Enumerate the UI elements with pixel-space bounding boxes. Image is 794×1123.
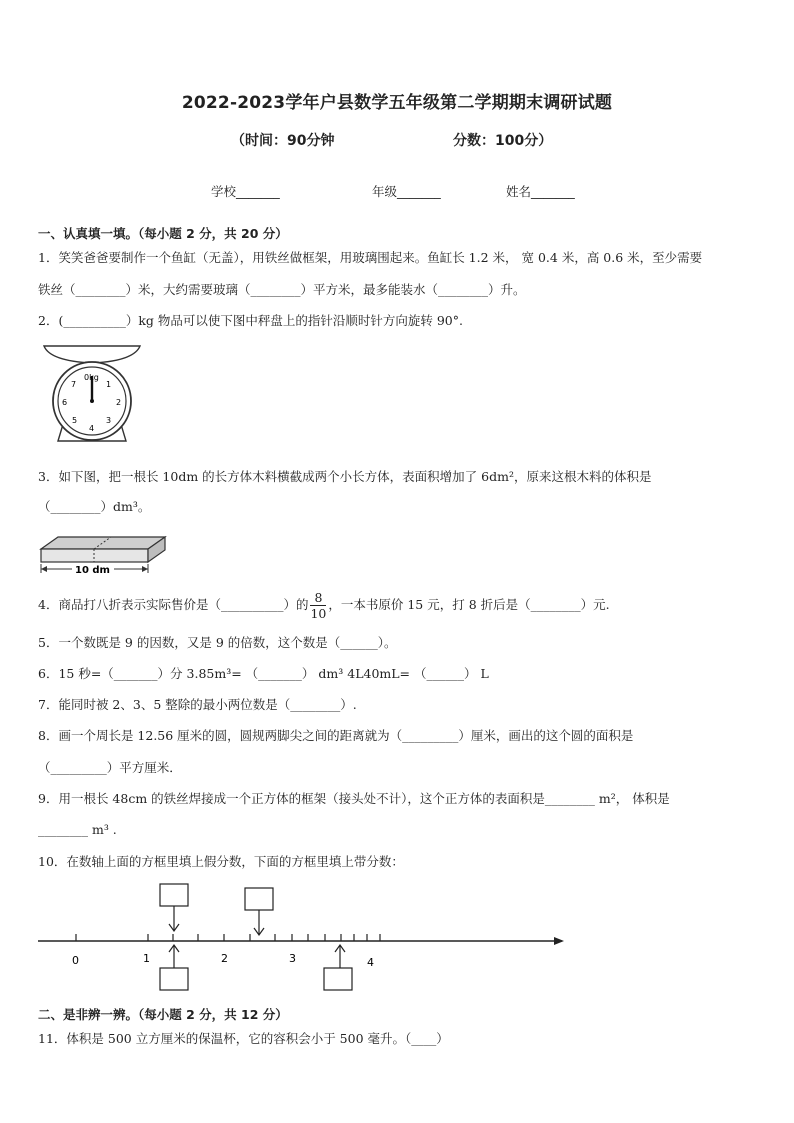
question-6: 6．15 秒=（_______）分 3.85m³= （_______） dm³ 4L40mL= （______） L <box>38 666 489 681</box>
upper-answer-box-2[interactable] <box>245 888 273 910</box>
tick-label-0: 0 <box>72 954 79 967</box>
lower-answer-box-2[interactable] <box>324 968 352 990</box>
section-heading-2: 二、是非辨一辨。（每小题 2 分，共 12 分） <box>38 1007 288 1022</box>
question-2: 2．(__________）kg 物品可以使下图中秤盘上的指针沿顺时针方向旋转 90°. <box>38 313 463 328</box>
question-5: 5．一个数既是 9 的因数，又是 9 的倍数，这个数是（______）。 <box>38 635 397 650</box>
name-field[interactable]: 姓名_______ <box>506 184 575 199</box>
fraction-denominator: 10 <box>310 605 327 621</box>
time-label: （时间：90分钟 <box>231 133 335 149</box>
question-1-line-1: 1．笑笑爸爸要制作一个鱼缸（无盖），用铁丝做框架，用玻璃围起来。鱼缸长 1.2 米， 宽 0.4 米，高 0.6 米，至少需要 <box>38 250 703 265</box>
dial-number-6: 6 <box>62 398 68 407</box>
lower-answer-box-1[interactable] <box>160 968 188 990</box>
question-8-line-1: 8．画一个周长是 12.56 厘米的圆，圆规两脚尖之间的距离就为（_________）厘米，画出的这个圆的面积是 <box>38 728 634 743</box>
upper-answer-box-1[interactable] <box>160 884 188 906</box>
school-field[interactable]: 学校_______ <box>211 184 280 199</box>
wood-length-label: 10 dm <box>75 565 110 576</box>
question-9-line-1: 9．用一根长 48cm 的铁丝焊接成一个正方体的框架（接头处不计），这个正方体的表面积是________ m²， 体积是 <box>38 791 670 806</box>
page-title: 2022-2023学年户县数学五年级第二学期期末调研试题 <box>181 93 613 113</box>
tick-label-2: 2 <box>221 952 228 965</box>
question-8-line-2: （_________）平方厘米． <box>38 760 182 775</box>
question-1-line-2: 铁丝（________）米，大约需要玻璃（________）平方米，最多能装水（________）升。 <box>38 282 526 297</box>
question-4-before: 4．商品打八折表示实际售价是（__________）的 <box>38 597 309 612</box>
question-11: 11．体积是 500 立方厘米的保温杯，它的容积会小于 500 毫升。（____） <box>38 1031 449 1046</box>
tick-label-4: 4 <box>367 956 374 969</box>
dial-number-7: 7 <box>71 380 77 389</box>
number-line-figure <box>36 880 572 998</box>
question-9-line-2: ________ m³ . <box>38 822 117 837</box>
question-3-line-2: （________）dm³。 <box>38 499 151 514</box>
question-10: 10．在数轴上面的方框里填上假分数，下面的方框里填上带分数： <box>38 854 404 869</box>
question-7: 7．能同时被 2、3、5 整除的最小两位数是（________）. <box>38 697 357 712</box>
question-4-after: ，一本书原价 15 元，打 8 折后是（________）元. <box>328 597 610 612</box>
fraction-numerator: 8 <box>310 590 326 606</box>
wood-block-figure <box>38 531 170 579</box>
scale-top-label: 0kg <box>84 373 99 382</box>
tick-label-1: 1 <box>143 952 150 965</box>
grade-field[interactable]: 年级_______ <box>372 184 441 199</box>
section-heading-1: 一、认真填一填。（每小题 2 分，共 20 分） <box>38 226 288 241</box>
dial-number-4: 4 <box>89 424 95 433</box>
dial-number-2: 2 <box>116 398 122 407</box>
dial-number-1: 1 <box>106 380 112 389</box>
tick-label-3: 3 <box>289 952 296 965</box>
fraction-8-10 <box>310 590 326 621</box>
dial-number-5: 5 <box>72 416 78 425</box>
score-label: 分数：100分） <box>453 133 553 149</box>
question-4 <box>38 588 610 622</box>
question-3-line-1: 3．如下图，把一根长 10dm 的长方体木料横截成两个小长方体，表面积增加了 6dm²，原来这根木料的体积是 <box>38 469 652 484</box>
scale-figure <box>38 343 148 453</box>
dial-number-3: 3 <box>106 416 112 425</box>
